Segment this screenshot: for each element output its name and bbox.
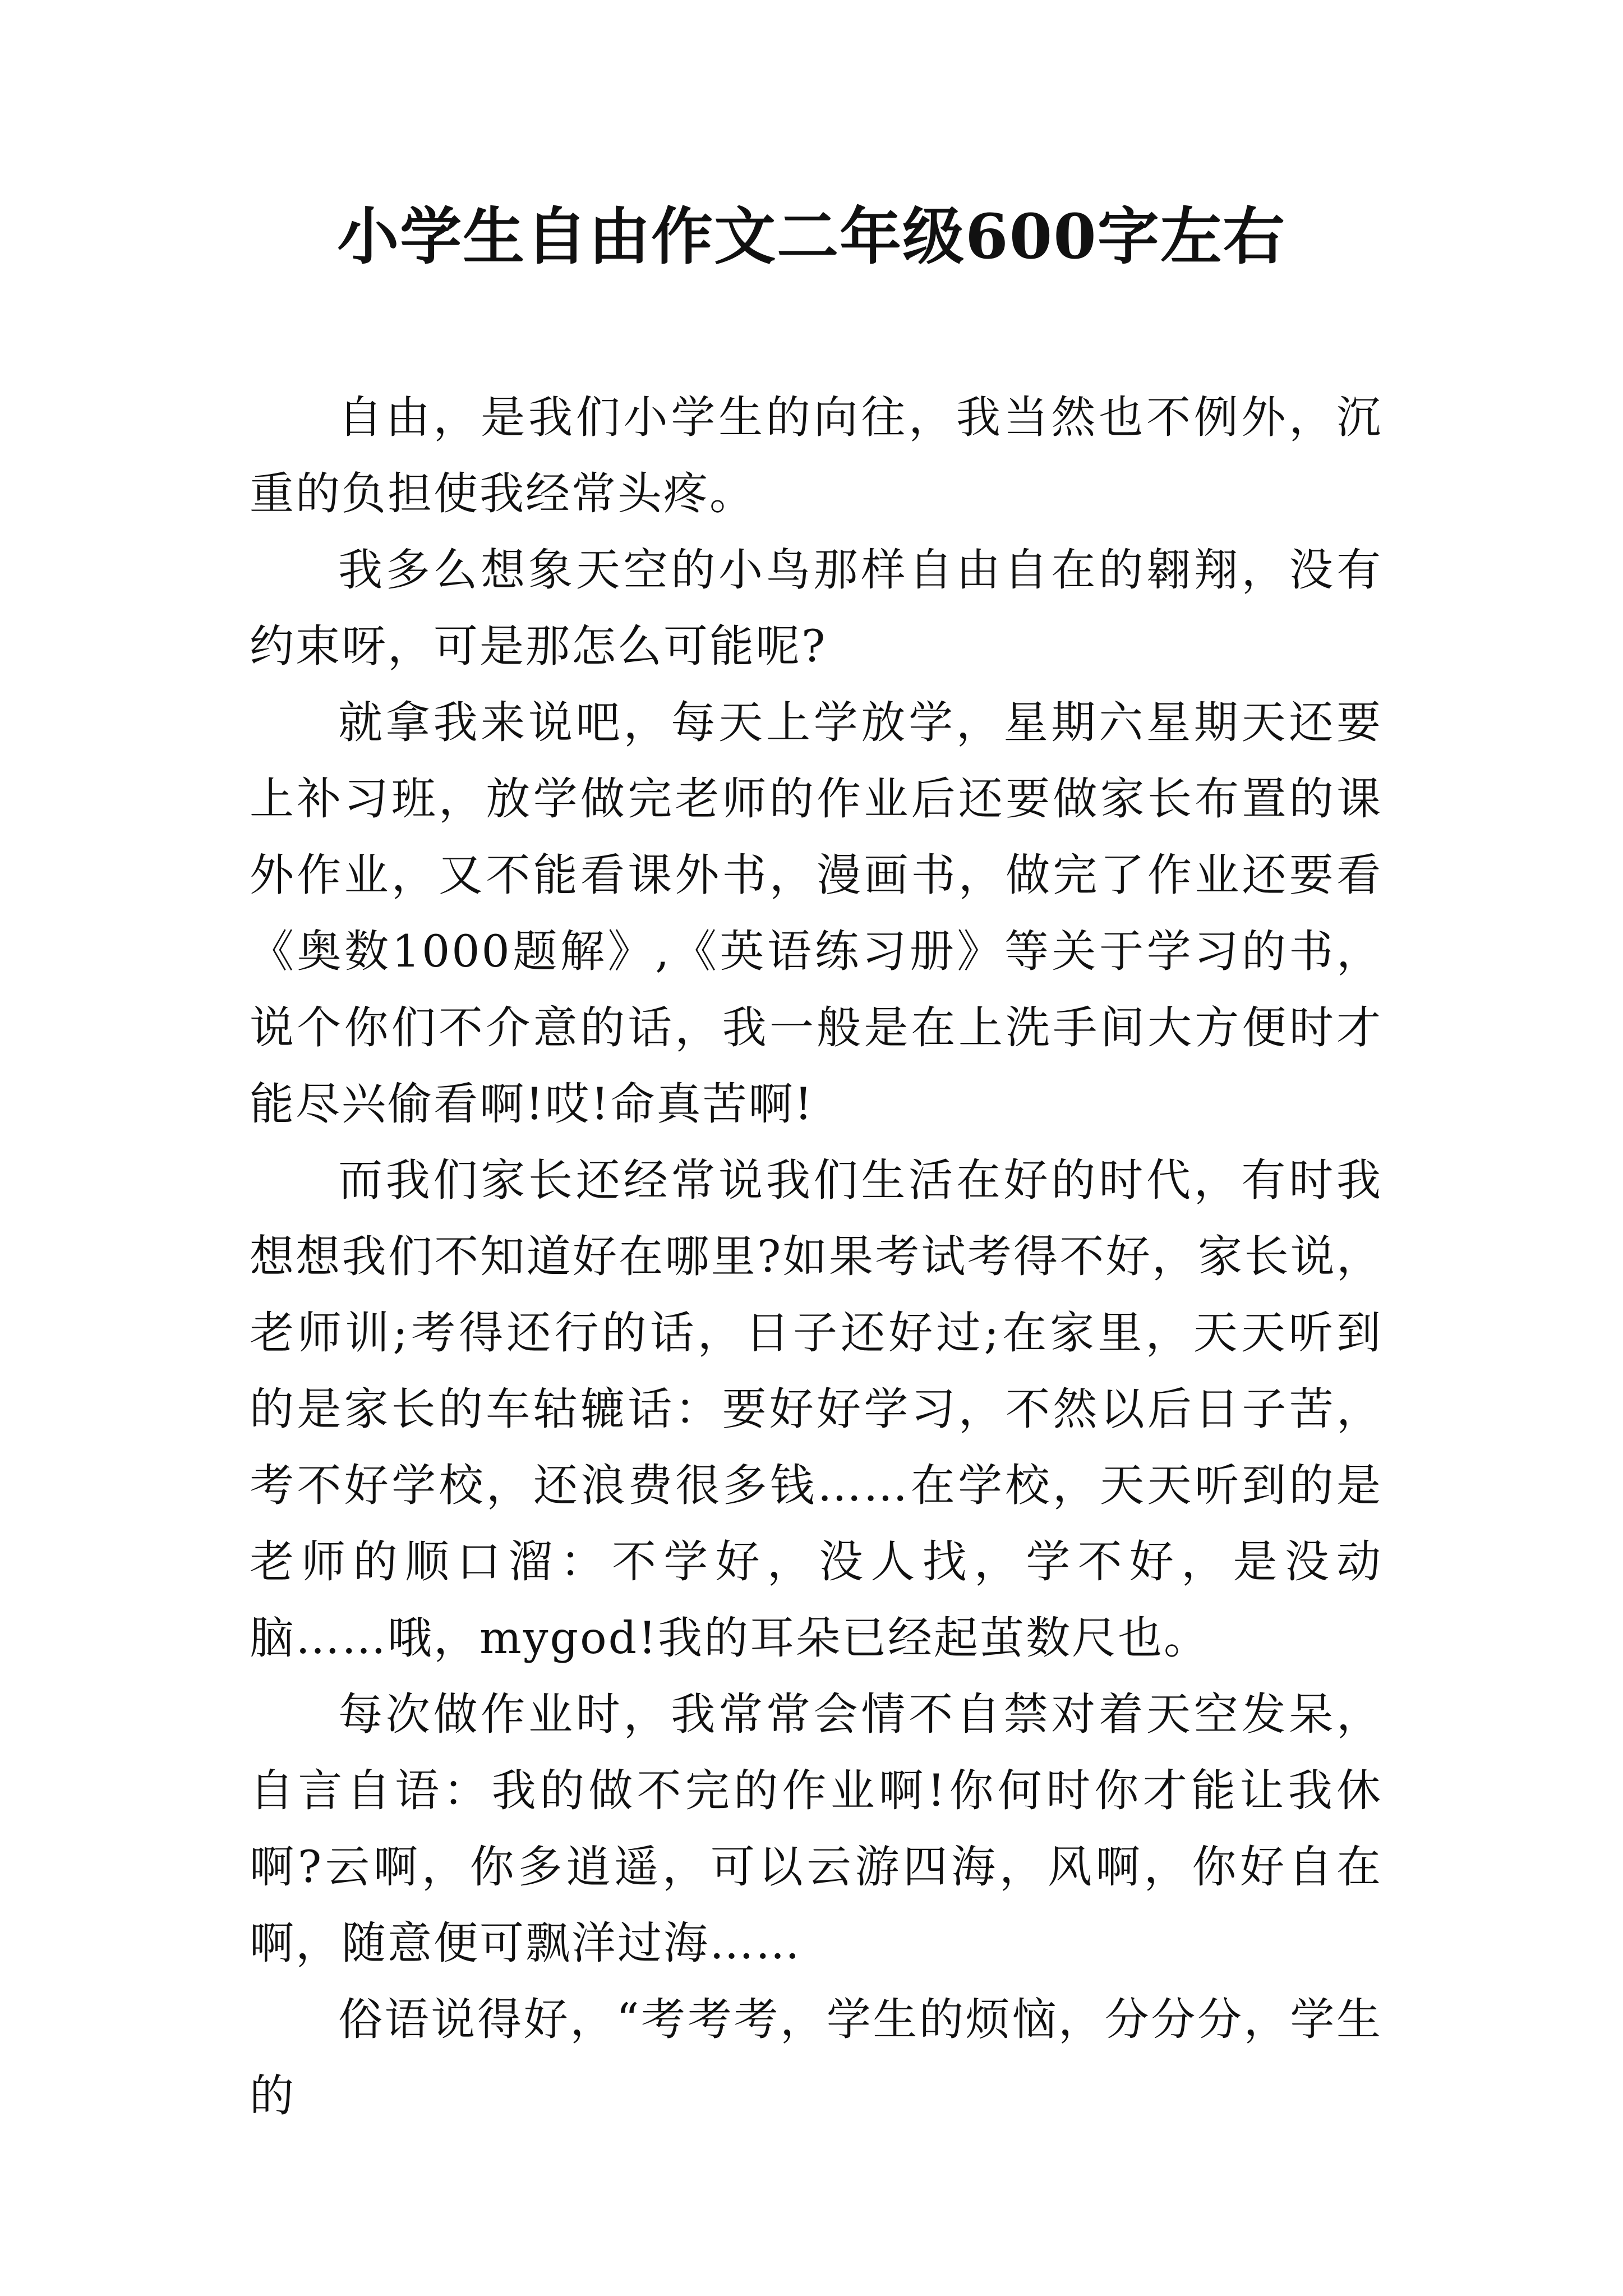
paragraph: 而我们家长还经常说我们生活在好的时代，有时我想想我们不知道好在哪里?如果考试考得不好，家长说，老师训;考得还行的话，日子还好过;在家里，天天听到的是家长的车轱辘话：要好好学习，不然以后日子苦，考不好学校，还浪费很多钱……在学校，天天听到的是老师的顺口溜：不学好，没人找，学不好，是没动脑……哦，mygod!我的耳朵已经起茧数尺也。 (250, 1154, 1382, 1664)
paragraph: 俗语说得好，“考考考，学生的烦恼，分分分，学生的 (250, 1994, 1382, 2122)
paragraph: 自由，是我们小学生的向往，我当然也不例外，沉重的负担使我经常头疼。 (250, 392, 1382, 519)
document-title: 小学生自由作文二年级600字左右 (337, 200, 1286, 273)
paragraph: 我多么想象天空的小鸟那样自由自在的翱翔，没有约束呀，可是那怎么可能呢? (250, 544, 1382, 672)
paragraph: 就拿我来说吧，每天上学放学，星期六星期天还要上补习班，放学做完老师的作业后还要做家长布置的课外作业，又不能看课外书，漫画书，做完了作业还要看《奥数1000题解》,《英语练习册》等关于学习的书，说个你们不介意的话，我一般是在上洗手间大方便时才能尽兴偷看啊!哎!命真苦啊! (250, 697, 1382, 1130)
document-body (250, 379, 1382, 2134)
paragraph: 每次做作业时，我常常会情不自禁对着天空发呆，自言自语：我的做不完的作业啊!你何时你才能让我休啊?云啊，你多逍遥，可以云游四海，风啊，你好自在啊，随意便可飘洋过海…… (250, 1688, 1382, 1969)
